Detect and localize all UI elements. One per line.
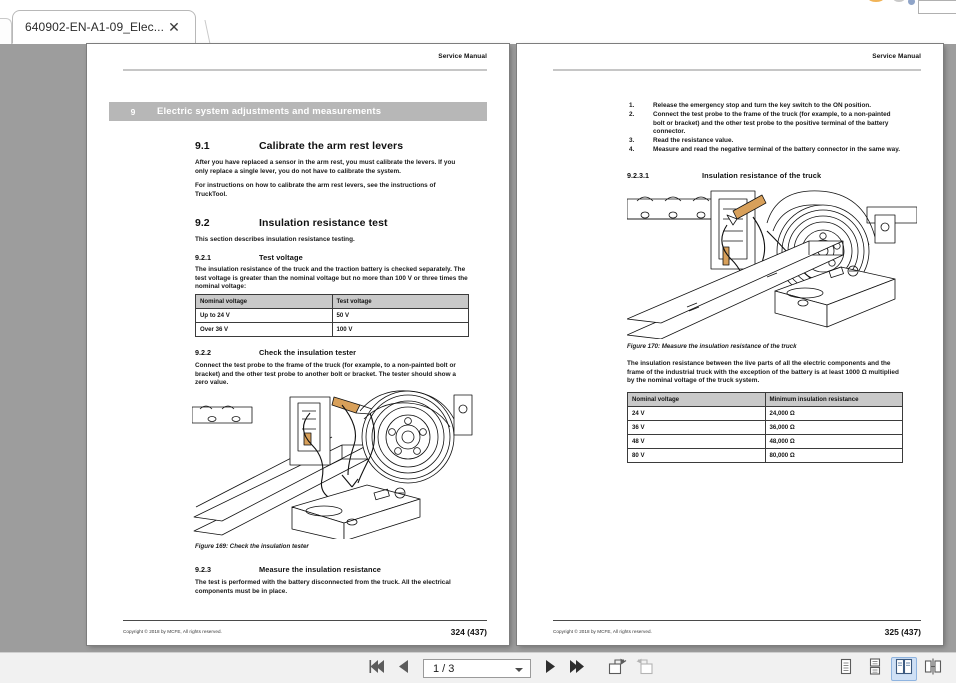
- page-header: Service Manual: [872, 53, 921, 60]
- partial-toolbar-glyph-b: [893, 0, 905, 2]
- document-tab[interactable]: [12, 10, 196, 44]
- page-number-select[interactable]: [423, 659, 531, 678]
- section-heading-9-2-2: [195, 348, 469, 357]
- list-item-number: 4.: [629, 146, 635, 154]
- previous-page-icon: [397, 659, 411, 679]
- table-cell: 48,000 Ω: [765, 435, 903, 449]
- column-header: Minimum insulation resistance: [765, 393, 903, 407]
- section-title: Insulation resistance test: [259, 217, 388, 229]
- section-heading-9-2-3: [195, 565, 469, 574]
- tab-edge: [193, 20, 210, 44]
- section-heading-9-2-1: [195, 253, 469, 262]
- paragraph: For instructions on how to calibrate the arm rest levers, see the instructions of TruckTool.: [195, 182, 436, 198]
- table-row: [196, 323, 469, 337]
- table-header-row: [196, 295, 469, 309]
- list-item-text: Connect the test probe to the frame of the truck (for example, to a non-painted bolt or bracket) and the other test probe to the positive terminal of the battery connector.: [653, 111, 891, 136]
- table-cell: 36,000 Ω: [765, 421, 903, 435]
- procedure-step-list: [627, 102, 903, 155]
- table-cell: 80,000 Ω: [765, 449, 903, 463]
- first-page-button[interactable]: [366, 658, 388, 680]
- pdf-page-324[interactable]: [87, 44, 509, 645]
- table-cell: 80 V: [628, 449, 766, 463]
- column-header: Nominal voltage: [628, 393, 766, 407]
- adjacent-tab[interactable]: [0, 18, 12, 44]
- paragraph: This section describes insulation resistance testing.: [195, 236, 355, 243]
- list-item: [627, 137, 903, 146]
- pdf-page-325[interactable]: [517, 44, 943, 645]
- section-title: Test voltage: [259, 253, 303, 262]
- table-cell: 36 V: [628, 421, 766, 435]
- section-title: Calibrate the arm rest levers: [259, 140, 404, 152]
- viewer-toolbar: [0, 652, 956, 683]
- figure-caption: Figure 169: Check the insulation tester: [195, 543, 309, 550]
- list-item: [627, 102, 903, 111]
- browser-tab-strip: [0, 0, 956, 44]
- two-page-view-button[interactable]: [891, 657, 917, 681]
- list-item-number: 1.: [629, 102, 635, 109]
- test-voltage-table: [195, 294, 469, 337]
- table-cell: 50 V: [332, 309, 469, 323]
- last-page-button[interactable]: [566, 658, 588, 680]
- table-cell: Up to 24 V: [196, 309, 333, 323]
- pdf-page-area[interactable]: [0, 44, 956, 652]
- column-header: Test voltage: [332, 295, 469, 309]
- paragraph: The insulation resistance between the live parts of all the electric components and the frame of the industrial truck with the exception of the battery is at least 1000 Ω multiplied by the nominal voltage of the truck system.: [627, 360, 899, 385]
- paragraph: Connect the test probe to the frame of the truck (for example, to a non-painted bolt or bracket) and the other test probe to another bolt or bracket. The tester should show a zero value.: [195, 362, 456, 387]
- section-number: 9.2.1: [195, 253, 211, 262]
- list-item-text: Read the resistance value.: [653, 137, 734, 145]
- section-heading-9-2: [195, 217, 469, 229]
- section-heading-9-2-3-1: [627, 171, 903, 180]
- paragraph: The test is performed with the battery disconnected from the truck. All the electrical components must be in place.: [195, 579, 451, 595]
- footer-copyright: Copyright © 2018 by MCFE, All rights reserved.: [553, 629, 652, 634]
- go-back-view-icon: [608, 658, 627, 680]
- section-number: 9.1: [195, 140, 210, 152]
- page-header: Service Manual: [438, 53, 487, 60]
- table-header-row: [628, 393, 903, 407]
- footer-rule: [553, 620, 921, 621]
- table-row: [628, 407, 903, 421]
- header-rule: [553, 69, 921, 71]
- single-page-view-icon: [838, 658, 854, 680]
- table-cell: 100 V: [332, 323, 469, 337]
- section-title: Insulation resistance of the truck: [702, 171, 822, 180]
- pdf-canvas: [0, 44, 956, 652]
- next-page-icon: [543, 659, 557, 679]
- figure-caption: Figure 170: Measure the insulation resistance of the truck: [627, 343, 797, 350]
- figure-169-illustration: [192, 389, 480, 539]
- list-item-text: Release the emergency stop and turn the key switch to the ON position.: [653, 102, 872, 109]
- chapter-number: 9: [130, 106, 136, 117]
- partial-toolbar-glyph-a: [868, 0, 884, 2]
- book-view-icon: [924, 658, 942, 680]
- footer-page-number: 324 (437): [450, 627, 487, 637]
- list-item: [627, 111, 903, 137]
- next-view-button[interactable]: [633, 658, 655, 680]
- column-header: Nominal voltage: [196, 295, 333, 309]
- section-title: Check the insulation tester: [259, 348, 357, 357]
- partial-toolbar-glyph-c: [908, 0, 915, 5]
- paragraph: After you have replaced a sensor in the arm rest, you must calibrate the levers. If you only replace a single lever, you do not have to calibrate the system.: [195, 159, 456, 175]
- footer-copyright: Copyright © 2018 by MCFE, All rights reserved.: [123, 629, 222, 634]
- section-number: 9.2.3.1: [627, 171, 649, 180]
- previous-view-button[interactable]: [606, 658, 628, 680]
- chapter-title: Electric system adjustments and measurements: [157, 106, 382, 117]
- document-tab-label: 640902-EN-A1-09_Elec...: [25, 20, 165, 34]
- table-cell: 24,000 Ω: [765, 407, 903, 421]
- section-number: 9.2.2: [195, 348, 211, 357]
- section-number: 9.2.3: [195, 565, 211, 574]
- section-number: 9.2: [195, 217, 210, 229]
- view-mode-group: [833, 653, 946, 683]
- table-row: [628, 435, 903, 449]
- table-row: [628, 449, 903, 463]
- list-item-number: 2.: [629, 111, 635, 119]
- next-page-button[interactable]: [539, 658, 561, 680]
- table-row: [196, 309, 469, 323]
- list-item-text: Measure and read the negative terminal of the battery connector in the same way.: [653, 146, 901, 154]
- go-forward-view-icon: [635, 658, 654, 680]
- footer-rule: [123, 620, 487, 621]
- list-item-number: 3.: [629, 137, 635, 145]
- previous-page-button[interactable]: [393, 658, 415, 680]
- list-item: [627, 146, 903, 155]
- table-cell: Over 36 V: [196, 323, 333, 337]
- chapter-banner: [109, 102, 487, 121]
- table-cell: 24 V: [628, 407, 766, 421]
- first-page-icon: [369, 659, 386, 679]
- insulation-resistance-table: [627, 392, 903, 463]
- footer-page-number: 325 (437): [884, 627, 921, 637]
- page-number-value: 1 / 3: [433, 662, 455, 675]
- section-title: Measure the insulation resistance: [259, 565, 382, 574]
- table-row: [628, 421, 903, 435]
- last-page-icon: [569, 659, 586, 679]
- book-view-button[interactable]: [920, 657, 946, 681]
- continuous-scroll-view-button[interactable]: [862, 657, 888, 681]
- figure-170-illustration: [627, 189, 917, 339]
- continuous-scroll-view-icon: [867, 658, 883, 680]
- single-page-view-button[interactable]: [833, 657, 859, 681]
- two-page-view-icon: [895, 658, 913, 680]
- table-cell: 48 V: [628, 435, 766, 449]
- paragraph: The insulation resistance of the truck and the traction battery is checked separately. The test voltage is greater than the nominal voltage but no more than 100 V or three times the nominal voltage:: [195, 266, 468, 291]
- chevron-down-icon[interactable]: [515, 668, 523, 672]
- section-heading-9-1: [195, 140, 469, 152]
- close-icon[interactable]: ✕: [168, 19, 180, 35]
- header-rule: [123, 69, 487, 71]
